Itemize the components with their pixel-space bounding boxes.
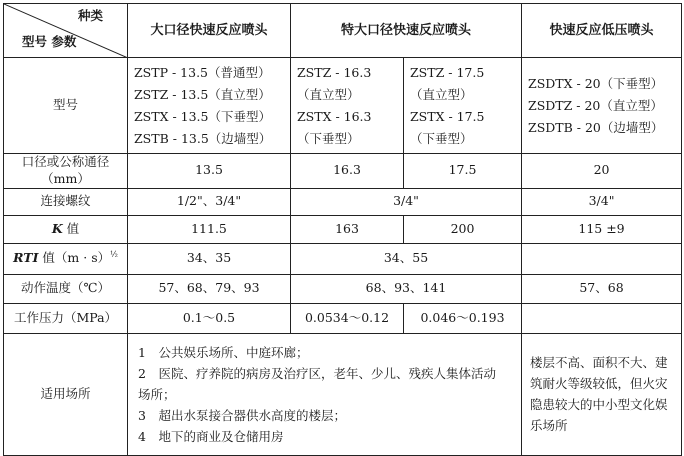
model-col2b-line: （下垂型） (410, 130, 473, 146)
model-col1-line: ZSTB - 13.5（边墙型） (134, 130, 272, 146)
model-col2a (291, 58, 404, 154)
usage-col3: 楼层不高、面积不大、建筑耐火等级较低，但火灾隐患较大的中小型文化娱乐场所 (522, 333, 682, 455)
rti-label-text: 值（m · s） (42, 250, 111, 266)
diameter-col2b: 17.5 (404, 154, 522, 189)
row-label-diameter: 口径或公称通径（mm） (4, 154, 128, 189)
model-col3-line: ZSDTX - 20（下垂型） (528, 75, 664, 91)
k-col3: 115 ±9 (522, 215, 682, 243)
k-symbol: K (51, 220, 63, 236)
model-col3-line: ZSDTZ - 20（直立型） (528, 97, 663, 113)
model-col1 (128, 58, 291, 154)
row-label-pressure: 工作压力（MPa） (4, 303, 128, 333)
rti-col1: 34、35 (128, 243, 291, 274)
thread-col2: 3/4" (291, 188, 522, 215)
corner-bottom-label: 型号 参数 (22, 34, 77, 50)
usage-item: 4 地下的商业及仓储用房 (138, 428, 284, 444)
thread-col1: 1/2"、3/4" (128, 188, 291, 215)
row-label-temp: 动作温度（℃） (4, 274, 128, 303)
k-col2b: 200 (404, 215, 522, 243)
corner-top-label: 种类 (77, 8, 103, 23)
model-col2a-line: （下垂型） (297, 130, 360, 146)
model-col2b-line: （直立型） (410, 86, 473, 102)
header-col2: 特大口径快速反应喷头 (291, 4, 522, 58)
k-col1: 111.5 (128, 215, 291, 243)
row-label-thread: 连接螺纹 (4, 188, 128, 215)
k-col2a: 163 (291, 215, 404, 243)
header-col1: 大口径快速反应喷头 (128, 4, 291, 58)
header-row (4, 4, 682, 58)
row-label-rti (4, 243, 128, 274)
rti-exponent: ½ (110, 250, 118, 260)
usage-item: 1 公共娱乐场所、中庭环廊； (138, 344, 309, 360)
model-col3-line: ZSDTB - 20（边墙型） (528, 119, 664, 135)
usage-item: 3 超出水泵接合器供水高度的楼层； (138, 407, 346, 423)
sprinkler-spec-table (3, 3, 682, 456)
model-col2a-line: ZSTZ - 16.3 (297, 64, 372, 80)
model-col2b-line: ZSTX - 17.5 (410, 108, 485, 124)
model-col1-line: ZSTZ - 13.5（直立型） (134, 86, 271, 102)
temp-col2: 68、93、141 (291, 274, 522, 303)
row-label-usage: 适用场所 (4, 333, 128, 455)
model-col1-line: ZSTX - 13.5（下垂型） (134, 108, 271, 124)
temp-row (4, 274, 682, 303)
row-label-model: 型号 (4, 58, 128, 154)
rti-row (4, 243, 682, 274)
diameter-col1: 13.5 (128, 154, 291, 189)
pressure-col1: 0.1～0.5 (128, 303, 291, 333)
usage-item: 2 医院、疗养院的病房及治疗区，老年、少儿、残疾人集体活动场所； (138, 365, 496, 402)
diameter-col3: 20 (522, 154, 682, 189)
model-col1-line: ZSTP - 13.5（普通型） (134, 64, 271, 80)
pressure-col2b: 0.046～0.193 (404, 303, 522, 333)
usage-list (128, 333, 522, 455)
pressure-row (4, 303, 682, 333)
sprinkler-spec-table-page (3, 3, 681, 448)
thread-col3: 3/4" (522, 188, 682, 215)
diameter-row (4, 154, 682, 189)
thread-row (4, 188, 682, 215)
diameter-col2a: 16.3 (291, 154, 404, 189)
model-col2a-line: ZSTX - 16.3 (297, 108, 372, 124)
model-col2a-line: （直立型） (297, 86, 360, 102)
rti-col3 (522, 243, 682, 274)
usage-row (4, 333, 682, 455)
corner-cell (4, 4, 128, 58)
rti-col2: 34、55 (291, 243, 522, 274)
model-row (4, 58, 682, 154)
model-col3 (522, 58, 682, 154)
pressure-col3 (522, 303, 682, 333)
rti-symbol: RTI (13, 250, 39, 266)
row-label-k (4, 215, 128, 243)
k-row (4, 215, 682, 243)
k-label-text: 值 (66, 220, 80, 236)
pressure-col2a: 0.0534～0.12 (291, 303, 404, 333)
model-col2b-line: ZSTZ - 17.5 (410, 64, 485, 80)
header-col3: 快速反应低压喷头 (522, 4, 682, 58)
temp-col1: 57、68、79、93 (128, 274, 291, 303)
model-col2b (404, 58, 522, 154)
temp-col3: 57、68 (522, 274, 682, 303)
